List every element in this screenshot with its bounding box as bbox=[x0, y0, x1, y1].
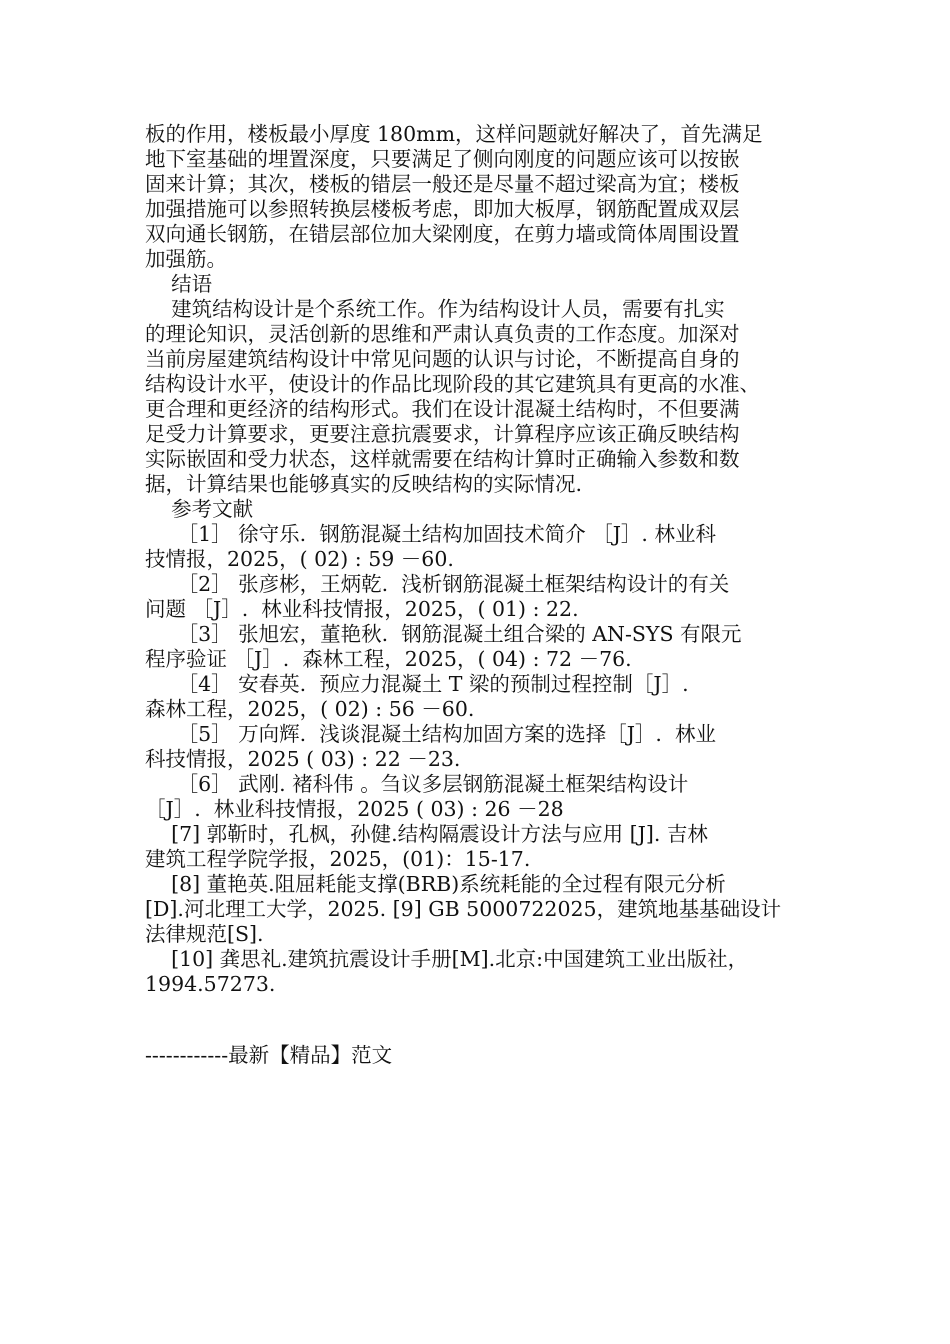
page-footer: ------------最新【精品】范文 bbox=[145, 1043, 393, 1067]
text-line: ［6］ 武刚. 褚科伟 。刍议多层钢筋混凝土框架结构设计 bbox=[145, 772, 689, 796]
text-line: ［2］ 张彦彬，王炳乾. 浅析钢筋混凝土框架结构设计的有关 bbox=[145, 572, 730, 596]
text-line: 固来计算；其次，楼板的错层一般还是尽量不超过梁高为宜；楼板 bbox=[145, 172, 740, 196]
text-line: 板的作用，楼板最小厚度 180mm，这样问题就好解决了，首先满足 bbox=[145, 122, 763, 146]
text-line: 足受力计算要求，更要注意抗震要求，计算程序应该正确反映结构 bbox=[145, 422, 740, 446]
text-line: 法律规范[S]. bbox=[145, 922, 264, 946]
text-line: 当前房屋建筑结构设计中常见问题的认识与讨论，不断提高自身的 bbox=[145, 347, 740, 371]
text-line: 问题 ［J］. 林业科技情报，2025，( 01) : 22. bbox=[145, 597, 579, 621]
text-line: 技情报，2025，( 02) : 59 －60. bbox=[145, 547, 454, 571]
document-body bbox=[145, 122, 815, 997]
text-line: 建筑工程学院学报，2025，(01)：15-17. bbox=[145, 847, 531, 871]
text-line: 1994.57273. bbox=[145, 972, 276, 996]
text-line: 建筑结构设计是个系统工作。作为结构设计人员，需要有扎实 bbox=[145, 297, 725, 321]
text-line: 参考文献 bbox=[145, 497, 254, 521]
text-line: 据，计算结果也能够真实的反映结构的实际情况. bbox=[145, 472, 583, 496]
text-line: 的理论知识，灵活创新的思维和严肃认真负责的工作态度。加深对 bbox=[145, 322, 740, 346]
text-line: ［4］ 安春英. 预应力混凝土 T 梁的预制过程控制［J］. bbox=[145, 672, 689, 696]
text-line: 地下室基础的埋置深度，只要满足了侧向刚度的问题应该可以按嵌 bbox=[145, 147, 740, 171]
text-line: [8] 董艳英.阻屈耗能支撑(BRB)系统耗能的全过程有限元分析 bbox=[145, 872, 726, 896]
text-line: 科技情报，2025 ( 03) : 22 －23. bbox=[145, 747, 461, 771]
text-line: 结构设计水平，使设计的作品比现阶段的其它建筑具有更高的水准、 bbox=[145, 372, 760, 396]
text-line: 实际嵌固和受力状态，这样就需要在结构计算时正确输入参数和数 bbox=[145, 447, 740, 471]
text-line: 加强措施可以参照转换层楼板考虑，即加大板厚，钢筋配置成双层 bbox=[145, 197, 740, 221]
text-line: 程序验证 ［J］. 森林工程，2025，( 04) : 72 －76. bbox=[145, 647, 632, 671]
text-line: 双向通长钢筋，在错层部位加大梁刚度，在剪力墙或筒体周围设置 bbox=[145, 222, 740, 246]
text-line: ［J］. 林业科技情报，2025 ( 03) : 26 －28 bbox=[145, 797, 564, 821]
text-line: 森林工程，2025，( 02) : 56 －60. bbox=[145, 697, 475, 721]
text-line: [D].河北理工大学，2025. [9] GB 5000722025，建筑地基基础设计 bbox=[145, 897, 782, 921]
text-line: [10] 龚思礼.建筑抗震设计手册[M].北京:中国建筑工业出版社， bbox=[145, 947, 749, 971]
text-line: ［3］ 张旭宏，董艳秋. 钢筋混凝土组合梁的 AN-SYS 有限元 bbox=[145, 622, 742, 646]
text-line: [7] 郭靳时，孔枫，孙健.结构隔震设计方法与应用 [J]. 吉林 bbox=[145, 822, 708, 846]
text-line: 结语 bbox=[145, 272, 213, 296]
text-line: ［5］ 万向辉. 浅谈混凝土结构加固方案的选择［J］. 林业 bbox=[145, 722, 716, 746]
text-line: 更合理和更经济的结构形式。我们在设计混凝土结构时，不但要满 bbox=[145, 397, 740, 421]
text-line: 加强筋。 bbox=[145, 247, 227, 271]
text-line: ［1］ 徐守乐. 钢筋混凝土结构加固技术简介 ［J］. 林业科 bbox=[145, 522, 716, 546]
